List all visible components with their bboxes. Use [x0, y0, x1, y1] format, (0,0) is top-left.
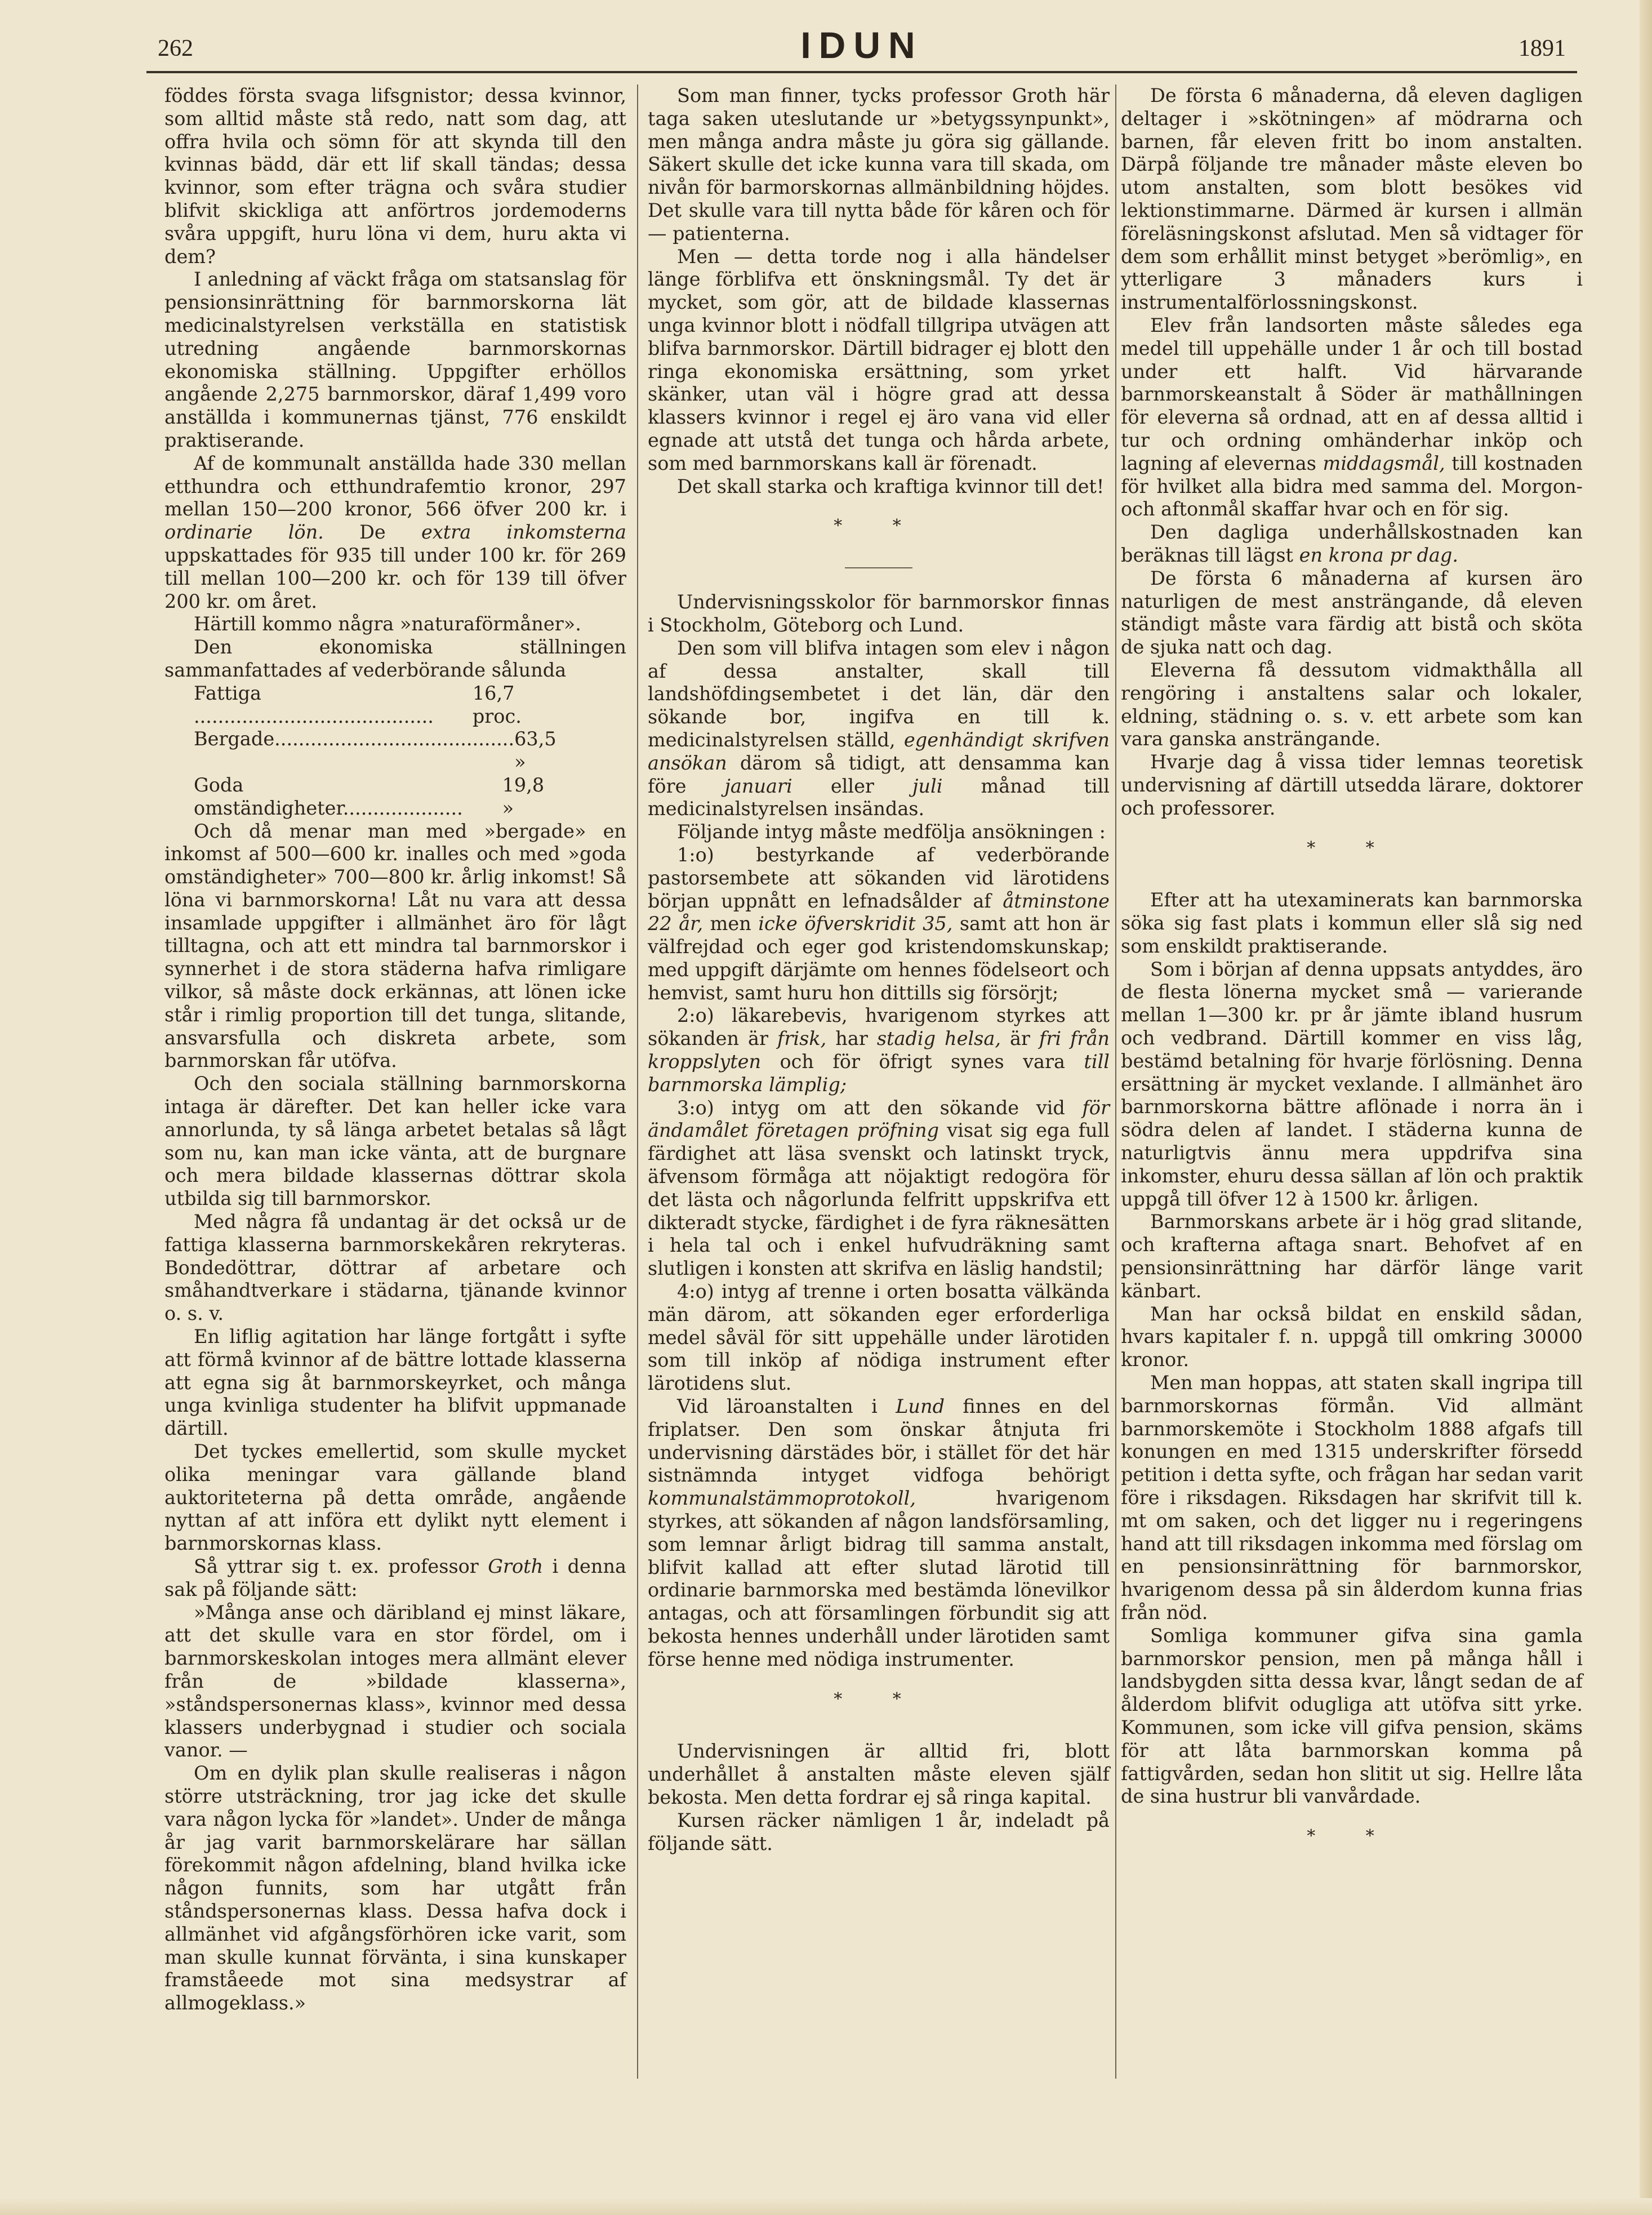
- quote-paragraph: Om en dylik plan skulle realiseras i någon större utsträckning, tror jag icke det skulle vara någon lycka för »landet». Under de många år jag varit barnmorskelärare har sällan förekommit någon afdelning, bland hvilka icke någon funnits, som har utgått från ståndspersonernas klass. Dessa hafva dock i allmänhet vid afgångsförhören icke varit, som man skulle kunnat förvänta, i sina kunskaper framståeede mot sina medsystrar af allmogeklass.»: [164, 1762, 626, 2014]
- page-edge: [1640, 0, 1652, 2215]
- article-column-3: [1121, 84, 1583, 1878]
- list-item: 1:o) bestyrkande af vederbörande pastorsembete att sökanden vid lärotidens början uppnått en lefnadsålder af åtminstone 22 år, men icke öfverskridit 35, samt att hon är välfrejdad och eger god kristendomskunskap; med uppgift därjämte om hennes födelseort och hemvist, samt huru hon dittills sig försörjt;: [648, 843, 1110, 1004]
- separator-rule: [845, 567, 912, 568]
- paragraph: Och då menar man med »bergade» en inkomst af 500—600 kr. inalles och med »goda omständigheter» 700—800 kr. årlig inkomst! Så löna vi barnmorskorna! Låt nu vara att dessa insamlade uppgifter i allmänhet äro för lågt tilltagna, och att ett mindra tal barnmorskor i synnerhet i de stora städerna hafva rimligare vilkor, så måste dock erkännas, att lönen icke står i rimlig proportion till det tunga, slitande, ansvarsfulla och diskreta arbete, som barnmorskan får utöfva.: [164, 820, 626, 1072]
- paragraph: En liflig agitation har länge fortgått i syfte att förmå kvinnor af de bättre lottade klasserna att egna sig åt barnmorskeyrket, och många unga kvinliga studenter ha blifvit uppmanade därtill.: [164, 1326, 626, 1440]
- stat-row-poor: Fattiga ........................................ 16,7 proc.: [194, 682, 522, 727]
- paragraph: Den som vill blifva intagen som elev i någon af dessa anstalter, skall till landshöfdingsembetet i det län, där den sökande bor, ingifva en till k. medicinalstyrelsen ställd, egenhändigt skrifven ansökan därom så tidigt, att densamma kan före januari eller juli månad till medicinalstyrelsen insändas.: [648, 637, 1110, 820]
- column-divider-2: [1115, 84, 1116, 2079]
- article-column-2: [648, 84, 1110, 1855]
- paragraph: Undervisningsskolor för barnmorskor finnas i Stockholm, Göteborg och Lund.: [648, 591, 1110, 636]
- header-rule: [146, 71, 1577, 76]
- quote-paragraph: »Många anse och däribland ej minst läkare, att det skulle vara en stor fördel, om i barnmorskeskolan intoges mera allmänt elever från de »bildade klasserna», »ståndspersonernas klass», kvinnor med dessa klassers underbygnad i studier och sociala vanor. —: [164, 1601, 626, 1762]
- paragraph: Det skall starka och kraftiga kvinnor till det!: [677, 475, 1105, 497]
- page-number: 262: [158, 35, 193, 61]
- paragraph: De första 6 månaderna af kursen äro naturligen de mest ansträngande, då eleven ständigt måste vara färdig att bistå och sköta de sjuka natt och dag.: [1121, 567, 1583, 659]
- paragraph: I anledning af väckt fråga om statsanslag för pensionsinrättning för barnmorskorna lät medicinalstyrelsen verkställa en statistisk utredning angående barnmorskornas ekonomiska ställning. Uppgifter erhöllos angående 2,275 barnmorskor, däraf 1,499 voro anställda i kommunernas tjänst, 776 enskildt praktiserande.: [164, 268, 626, 451]
- paragraph: Vid läroanstalten i Lund finnes en del friplatser. Den som önskar åtnjuta fri undervisning därstädes bör, i stället för det här sistnämnda intyget vidfoga behörigt kommunalstämmoprotokoll, hvarigenom styrkes, att sökanden af någon landsförsamling, som lemnar årligt bidrag till samma anstalt, blifvit kallad att efter slutad lärotid till ordinarie barnmorska med bestämda lönevilkor antagas, och att församlingen förbundit sig att bekosta hennes underhåll under lärotiden samt förse henne med nödiga instrumenter.: [648, 1395, 1110, 1670]
- paragraph: Den dagliga underhållskostnaden kan beräknas till lägst en krona pr dag.: [1121, 521, 1583, 566]
- paragraph: Den ekonomiska ställningen sammanfattades af vederbörande sålunda: [164, 636, 626, 681]
- paragraph: Barnmorskans arbete är i hög grad slitande, och krafterna aftaga snart. Behofvet af en pensionsinrättning har därför länge varit känbart.: [1121, 1211, 1583, 1302]
- paragraph: Och den sociala ställning barnmorskorna intaga är därefter. Det kan heller icke vara annorlunda, ty så länga arbetet betalas så lågt som nu, kan man icke vänta, att de burgnare och mera bildade klassernas döttrar skola utbilda sig till barnmorskor.: [164, 1073, 626, 1210]
- paragraph: Men man hoppas, att staten skall ingripa till barnmorskornas förmån. Vid allmänt barnmorskemöte i Stockholm 1888 afgafs till konungen en med 1315 underskrifter försedd petition i detta syfte, och frågan har sedan varit före i riksdagen. Riksdagen har skrifvit till k. mt om saken, och det ligger nu i regeringens hand att till riksdagen inkomma med förslag om en pensionsinrättning för barnmorskor, hvarigenom dessa på sin ålderdom kunna frias från nöd.: [1121, 1372, 1583, 1624]
- section-separator-stars: * *: [834, 516, 924, 536]
- paragraph: Hvarje dag å vissa tider lemnas teoretisk undervisning af därtill utsedda lärare, doktorer och professorer.: [1121, 751, 1583, 819]
- section-separator-stars: * *: [1307, 1826, 1397, 1847]
- paragraph: föddes första svaga lifsgnistor; dessa kvinnor, som alltid måste stå redo, natt som dag, att offra hvila och sömn för att skynda till den kvinnas bädd, där ett lif skall tändas; dessa kvinnor, som efter trägna och svåra studier blifvit skickliga att anförtros jordemoderns svåra uppgift, huru löna vi dem, huru akta vi dem?: [164, 84, 626, 268]
- paragraph: Somliga kommuner gifva sina gamla barnmorskor pension, men på många håll i landsbygden sitta dessa kvar, långt sedan de af ålderdom blifvit odugliga att utöfva sitt yrke. Kommunen, som icke vill gifva pension, skäms för att låta barnmorskan komma på fattigvården, sedan hon slitit ut sig. Hellre låta de sina hustrur bli vanvårdade.: [1121, 1624, 1583, 1808]
- paragraph: De första 6 månaderna, då eleven dagligen deltager i »skötningen» af mödrarna och barnen, får eleven fritt bo inom anstalten. Därpå följande tre månader måste eleven bo utom anstalten, som blott besökes vid lektionstimmarne. Därmed är kursen i allmän föreläsningskonst afslutad. Men så vidtager för dem som erhållit minst betyget »berömlig», en ytterligare 3 månaders kurs i instrumentalförlossningskonst.: [1121, 84, 1583, 314]
- masthead-title: IDUN: [800, 24, 923, 66]
- paragraph: Kursen räcker nämligen 1 år, indeladt på följande sätt.: [648, 1809, 1110, 1854]
- paragraph: Följande intyg måste medfölja ansökningen :: [677, 821, 1106, 843]
- paragraph: Så yttrar sig t. ex. professor Groth i denna sak på följande sätt:: [164, 1555, 626, 1600]
- paragraph: Som i början af denna uppsats antyddes, äro de flesta lönerna mycket små — varierande mellan 1—300 kr. pr år jämte ibland husrum och vedbrand. Därtill kommer en viss låg, bestämd betalning för hvarje förlösning. Denna ersättning är mycket vexlande. I allmänhet äro barnmorskorna bättre aflönade i norra än i södra delen af landet. I städerna kunna de naturligtvis ännu mera uppdrifva sina inkomster, ehuru dessa sällan af lön och praktik uppgå till öfver 12 à 1500 kr. årligen.: [1121, 958, 1583, 1210]
- paragraph: Efter att ha utexaminerats kan barnmorska söka sig fast plats i kommun eller slå sig ned som enskildt praktiserande.: [1121, 889, 1583, 957]
- paragraph: Elev från landsorten måste således ega medel till uppehälle under 1 år och till bostad under ett halft. Vid härvarande barnmorskeanstalt å Söder är mathållningen för eleverna så ordnad, att en af dessa alltid i tur och ordning omhänderhar inköp och lagning af elevernas middagsmål, till kostnaden för hvilket alla bidra med samma del. Morgon- och aftonmål skaffar hvar och en för sig.: [1121, 314, 1583, 521]
- paragraph: Af de kommunalt anställda hade 330 mellan etthundra och etthundrafemtio kronor, 297 mellan 150—200 kronor, 566 öfver 200 kr. i ordinarie lön. De extra inkomsterna uppskattades för 935 till under 100 kr. för 269 till mellan 100—200 kr. och för 139 till öfver 200 kr. om året.: [164, 452, 627, 612]
- page-bottom-edge: [0, 2198, 1652, 2215]
- publication-year: 1891: [1519, 35, 1566, 61]
- page-header: [141, 24, 1583, 66]
- section-separator-stars: * *: [1307, 838, 1397, 858]
- list-item: 4:o) intyg af trenne i orten bosatta välkända män därom, att sökanden eger erforderliga medel såväl för sitt uppehälle under lärotiden som till inköp af nödiga instrument efter lärotidens slut.: [648, 1280, 1110, 1395]
- stat-row-provided: Bergade........................................ 63,5 »: [194, 728, 556, 773]
- list-item: 2:o) läkarebevis, hvarigenom styrkes att sökanden är frisk, har stadig helsa, är fri från kroppslyten och för öfrigt synes vara till barnmorska lämplig;: [648, 1004, 1110, 1096]
- column-divider-1: [637, 84, 638, 2079]
- paragraph: Man har också bildat en enskild sådan, hvars kapitaler f. n. uppgå till omkring 30000 kronor.: [1121, 1302, 1583, 1371]
- stat-row-good: Goda omständigheter.................... 19,8 »: [194, 773, 545, 819]
- paragraph: Det tyckes emellertid, som skulle mycket olika meningar vara gällande bland auktoriteterna på detta område, angående nyttan af att införa ett dylikt nytt element i barnmorskornas klass.: [164, 1440, 626, 1555]
- section-separator-stars: * *: [834, 1689, 924, 1709]
- list-item: 3:o) intyg om att den sökande vid för ändamålet företagen pröfning visat sig ega full färdighet att läsa svenskt och latinskt tryck, äfvensom förmåga att nöjaktigt redogöra för det lästa och någorlunda felfritt uppskrifva ett dikteradt stycke, färdighet i de fyra räknesätten i hela tal och i enkel hufvudräkning samt slutligen i konsten att skrifva en läslig handstil;: [648, 1096, 1110, 1280]
- paragraph: Som man finner, tycks professor Groth här taga saken uteslutande ur »betygssynpunkt», men många andra måste ju göra sig gällande. Säkert skulle det icke kunna vara till skada, om nivån för barmorskornas allmänbildning höjdes. Det skulle vara till nytta både för kåren och för — patienterna.: [648, 84, 1110, 244]
- paragraph: Med några få undantag är det också ur de fattiga klasserna barnmorskekåren rekryteras. Bondedöttrar, döttrar af arbetare och småhandtverkare i städarna, tjänande kvinnor o. s. v.: [164, 1211, 626, 1325]
- article-column-1: [164, 84, 626, 2015]
- paragraph: Undervisningen är alltid fri, blott underhållet å anstalten måste eleven själf bekosta. Men detta fordrar ej så ringa kapital.: [648, 1740, 1110, 1808]
- paragraph: Härtill kommo några »naturaförmåner».: [194, 613, 581, 635]
- paragraph: Eleverna få dessutom vidmakthålla all rengöring i anstaltens salar och lokaler, eldning, städning o. s. v. ett arbete som kan vara ganska ansträngande.: [1121, 659, 1583, 750]
- paragraph: Men — detta torde nog i alla händelser länge förblifva ett önskningsmål. Ty det är mycket, som gör, att de bildade klassernas unga kvinnor blott i nödfall tillgripa utvägen att blifva barnmorskor. Därtill bidrager ej blott den ringa ekonomiska ersättning, som yrket skänker, utan väl i högre grad att dessa klassers kvinnor i regel ej äro vana vid eller egnade att utstå det tunga och hårda arbete, som med barnmorskans kall är förenadt.: [648, 245, 1110, 474]
